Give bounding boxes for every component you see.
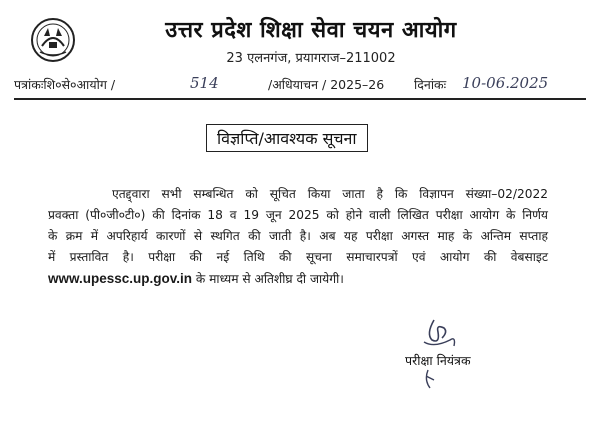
reference-line (14, 74, 594, 94)
up-emblem-icon (30, 16, 76, 64)
notice-line: एतद्द्वारा सभी सम्बन्धित को सूचित किया जाता है कि विज्ञापन संख्या–02/2022 (112, 187, 548, 201)
date-value: 10-06.2025 (462, 74, 549, 92)
notice-line: के क्रम में अपरिहार्य कारणों से स्थगित की जाती है। अब यह परीक्षा अगस्त माह के अन्तिम सप्ताह (48, 229, 548, 243)
notice-line-last (48, 268, 548, 290)
organization-address: 23 एलनगंज, प्रयागराज–211002 (226, 51, 396, 66)
date-label: दिनांकः (414, 77, 447, 92)
organization-name: उत्तर प्रदेश शिक्षा सेवा चयन आयोग (165, 17, 457, 43)
header-divider (14, 98, 586, 100)
patrank-label: पत्रांकःशि०से०आयोग / (14, 77, 116, 92)
notice-line-rest: के माध्यम से अतिशीघ्र दी जायेगी। (192, 272, 344, 286)
signatory-title: परीक्षा नियंत्रक (405, 353, 471, 368)
website-link[interactable]: www.upessc.up.gov.in (48, 271, 193, 286)
notice-body (48, 184, 548, 290)
patrank-number: 514 (190, 74, 219, 92)
notice-line: प्रवक्ता (पी०जी०टी०) की दिनांक 18 व 19 जून 2025 को होने वाली लिखित परीक्षा आयोग के निर्णय (48, 208, 548, 222)
notice-line: में प्रस्तावित है। परीक्षा की नई तिथि की सूचना समाचारपत्रों एवं आयोग की वेबसाइट (48, 250, 548, 264)
notice-heading: विज्ञप्ति/आवश्यक सूचना (206, 124, 368, 152)
adhiyachan-text: /अधियाचन / 2025–26 (268, 77, 385, 92)
